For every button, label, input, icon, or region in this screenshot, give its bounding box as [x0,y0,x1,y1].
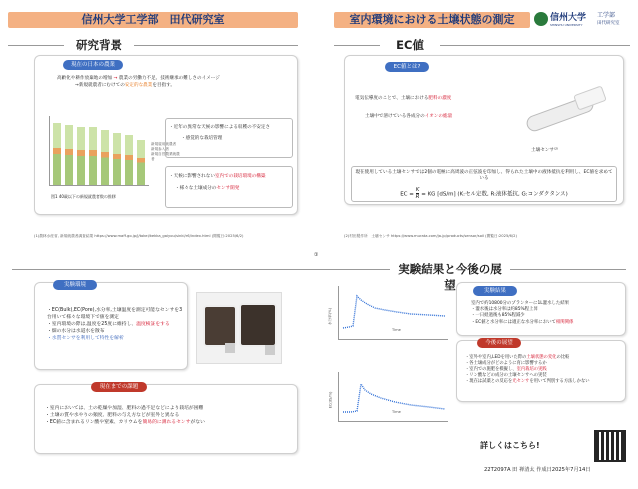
ec-explain-box [351,166,617,202]
left-title-banner [8,12,298,28]
research-box2: ・天候に影響されない室内での栽培環境の構築 ・様々な土壌成分のセンサ開発 [165,166,293,208]
list-item: ・室内環境の際は,温度を25度に維持し、温度検証をする [47,322,170,327]
chart-bar [65,125,73,185]
research-box1: ・近年の異常な天候の影響による収穫の不安定さ ・感覚的な栽培管理 [165,118,293,158]
chart1-ylabel: 水分率(%) [328,308,332,325]
chart-bar [125,135,133,185]
chart-bar [113,133,121,185]
planter-left [203,305,237,347]
chart1-label: Time [392,328,401,332]
section-divider [8,45,298,46]
legend-item: 新規自営農業就農者 [151,152,180,161]
ec-line2: 土壌中で溶けている各成分のイオンの総量 [365,114,453,119]
list-item: ・EC値と水分率には適正な水分率において相関関係 [471,319,574,325]
soil-sensor-image [521,80,615,140]
footer-author: 22T2097A 田 禅清太 作成日2025年7月14日 [484,467,591,473]
env-list [47,307,185,342]
future-card [456,340,626,402]
list-item: 室内で約10800分のプランターに1L灌水した結果 [471,301,570,306]
right-title-banner [334,12,530,28]
list-item: ・室外や室内,LEDを用いた際の土壌状態の変化の比較 [465,355,570,360]
logo-mark [534,12,548,26]
chart-caption: 図1 40歳以下の新規就農者数の推移 [51,194,116,199]
section-divider [334,45,630,46]
list-item: ・EC値に含まれるリン酸や窒素、カリウムを簡易的に測れるセンサがない [45,420,205,425]
sensor-unit [225,343,235,353]
ec-title: EC値 [380,37,440,53]
env-pill: 実験環境 [53,280,97,290]
env-card [34,282,188,370]
list-item: ・畑の水分は水道水を散布 [47,329,105,334]
future-pill: 今後の展望 [477,338,521,348]
chart2-label: Time [392,410,401,414]
planter-photo [196,292,282,364]
section-divider [12,269,626,270]
ec-card [344,55,624,205]
ec-explain: 現在使用している土壌センサでは2個の電極に高周波の正弦波を印加し、得られた土壌中の液体抵抗を利用し、EC値を求めている [355,170,613,182]
list-item: ・EC(Bulk),EC(Pore),水分率,土壌温度を測定可能なセンサを3台用いて様々な環境下で値を測定 [47,308,183,320]
chart-bar [101,130,109,185]
chart-plot [49,116,149,186]
result-card [456,282,626,336]
future-list [465,355,625,385]
list-item: ・水質センサを利用して特性を解析 [47,336,124,341]
research-line1: 高齢化や耕作放棄地の増加 → 農業の労働力不足、技術継承の難しさのイメージ [57,76,220,81]
list-item: ・室内での施肥を模擬し、室内栽培の実践 [465,367,547,372]
research-title: 研究背景 [64,37,134,53]
moisture-chart [326,284,452,364]
chart-bar [53,123,61,185]
list-item: ・現在は試薬との反応を光センサを用いて判別する方法しかない [465,379,590,384]
page-mark: ① [314,252,319,258]
ec-line1: 電気伝導度のことで、土壌における肥料の濃度 [355,96,452,101]
university-logo [534,8,634,38]
list-item: ・各土壌成分がどのように育に影響するか [465,361,547,366]
list-item: ・灌水後は水分率は約85%程上昇 [471,307,538,313]
ec-source: (2)村田製作所 土壌センサ https://www.murata.com/ja-jp/products/sensor/soil (閲覧日:2025/6/2) [344,234,517,238]
research-pill: 現在の日本の農業 [63,60,123,70]
research-source: (1)農林水産省, 新規就農者調査結果 https://www.maff.go.jp/j/tokei/kekka_gaiyou/sinki/r6/index.html (閲覧日:2025/6/2) [34,234,244,238]
list-item: ・リン酸などの成分の土壌センサへの実装 [465,373,547,378]
sensor-caption: 土壌センサ⁽²⁾ [531,148,559,153]
sensor-unit [265,345,275,355]
legend-item: 新規雇用就農者 [151,142,177,146]
list-item: ・室内においては、土の乾燥や加湿、肥料の過不足などにより栽培が困難 [45,406,204,411]
farmers-chart [37,114,180,204]
chart-bar [77,127,85,185]
result-list [471,301,625,326]
logo-dept: 工学部 [597,12,616,19]
left-title: 信州大学工学部 田代研究室 [81,13,225,26]
result-pill: 実験結果 [473,286,517,296]
research-card [34,55,298,215]
right-title: 室内環境における土壌状態の測定 [349,13,515,26]
qr-code-icon[interactable] [594,430,626,462]
logo-kanji: 信州大学 [550,13,587,23]
cta-text[interactable]: 詳しくはこちら! [480,441,540,450]
issues-card [34,384,298,454]
chart-bar [137,140,145,185]
ec-chart [326,370,452,446]
logo-lab: 田代研究室 [597,21,620,26]
ec-formula: EC = $\frac{K}{R}$ = KG [dS/m] (K:セル定数, R:液体抵抗, G:コンダクタンス) [400,186,568,201]
chart2-ylabel: EC(dS/m) [328,391,333,409]
results-title: 実験結果と今後の展望 [390,261,510,293]
chart-bar [89,127,97,185]
research-line2: →新規就農者にむけての安定的な農業を目指す。 [75,83,175,88]
issues-list [45,405,295,426]
list-item: ・一日経過後も85%程減少 [471,313,525,319]
legend-item: 新規参入者 [151,147,169,151]
planter-right [239,303,277,347]
ec-pill: EC値とは? [385,62,429,72]
chart2-series [339,372,449,422]
logo-roman: SHINSHU UNIVERSITY [550,23,583,27]
list-item: ・土壌の質や水やりの頻度、肥料の与え方などが室外と異なる [45,413,180,418]
issues-pill: 現在までの課題 [91,382,147,392]
chart2-plot [338,372,448,422]
